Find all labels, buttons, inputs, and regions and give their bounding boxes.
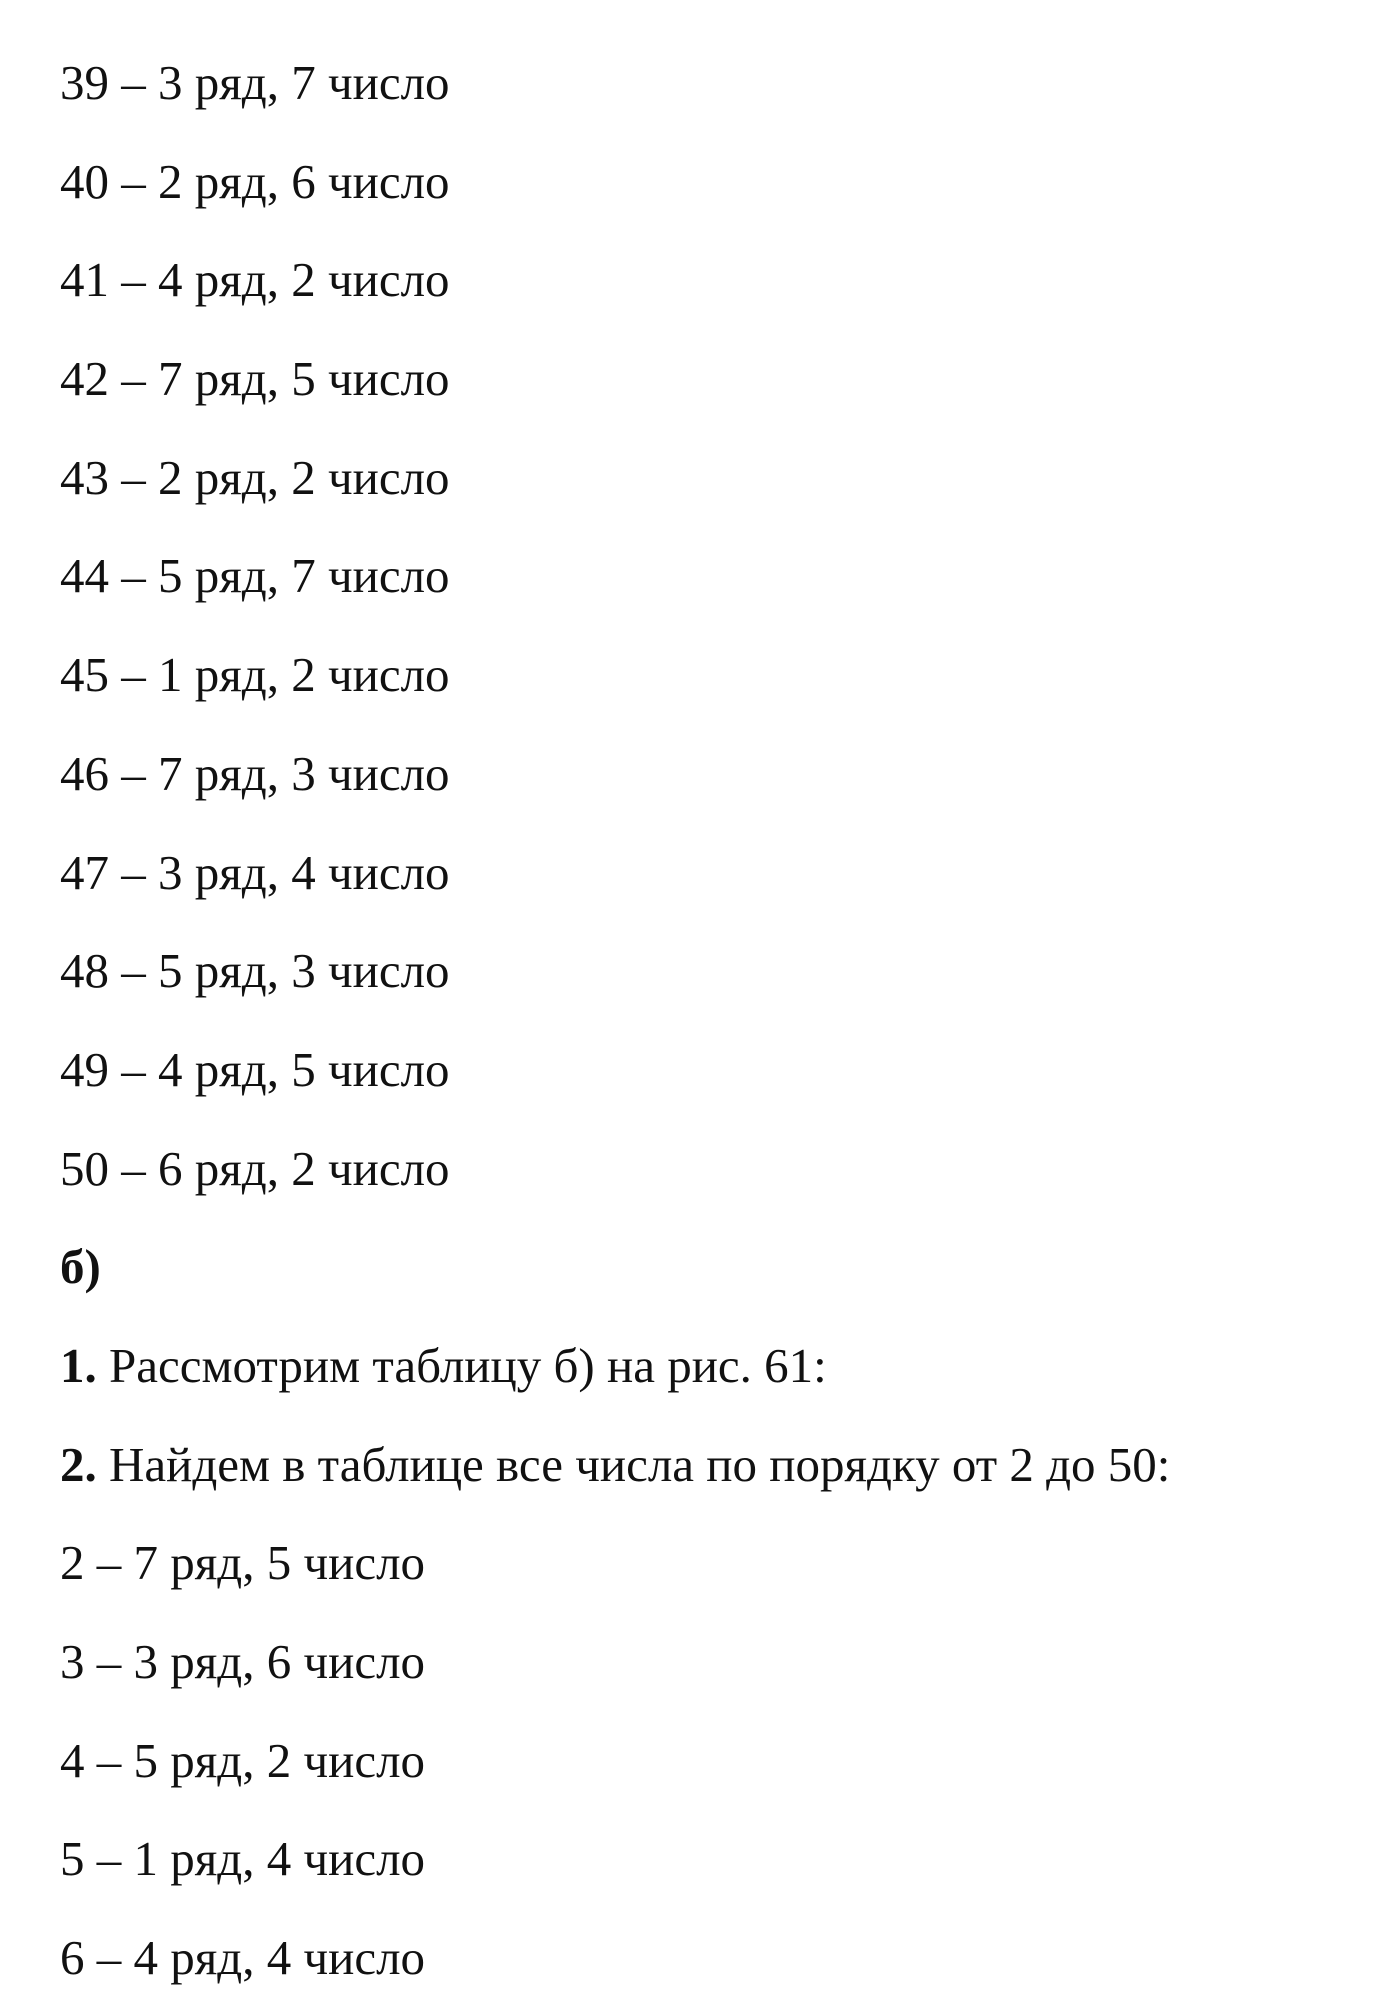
step-list [60,1317,1400,1514]
answer-line: 43 – 2 ряд, 2 число [60,449,450,505]
answer-line: 44 – 5 ряд, 7 число [60,548,450,604]
answer-line: 4 – 5 ряд, 2 число [60,1732,426,1788]
step-line [60,1317,1400,1416]
answer-line: 46 – 7 ряд, 3 число [60,745,450,801]
answer-line: 2 – 7 ряд, 5 число [60,1535,426,1591]
step-number: 2. [60,1436,97,1492]
step-number: 1. [60,1337,97,1393]
answer-line: 42 – 7 ряд, 5 число [60,351,450,407]
answer-line: 50 – 6 ряд, 2 число [60,1140,450,1196]
answer-list-part-b [60,1514,1400,2007]
section-b-heading: б) [60,1239,101,1295]
answer-line: 40 – 2 ряд, 6 число [60,153,450,209]
answer-line: 3 – 3 ряд, 6 число [60,1634,426,1689]
answer-line: 47 – 3 ряд, 4 число [60,844,450,900]
answer-line: 5 – 1 ряд, 4 число [60,1831,426,1887]
answer-line: 41 – 4 ряд, 2 число [60,252,450,308]
step-text: Найдем в таблице все числа по порядку от 2 до 50: [96,1436,1171,1492]
step-text: Рассмотрим таблицу б) на рис. 61: [96,1337,827,1393]
step-line [60,1416,1400,1515]
answer-line: 45 – 1 ряд, 2 число [60,647,450,703]
answer-line: 49 – 4 ряд, 5 число [60,1041,450,1097]
answer-line: 6 – 4 ряд, 4 число [60,1930,426,1986]
answer-line: 48 – 5 ряд, 3 число [60,943,450,999]
answer-line: 39 – 3 ряд, 7 число [60,55,450,110]
answer-list-part-a [60,34,1400,1218]
